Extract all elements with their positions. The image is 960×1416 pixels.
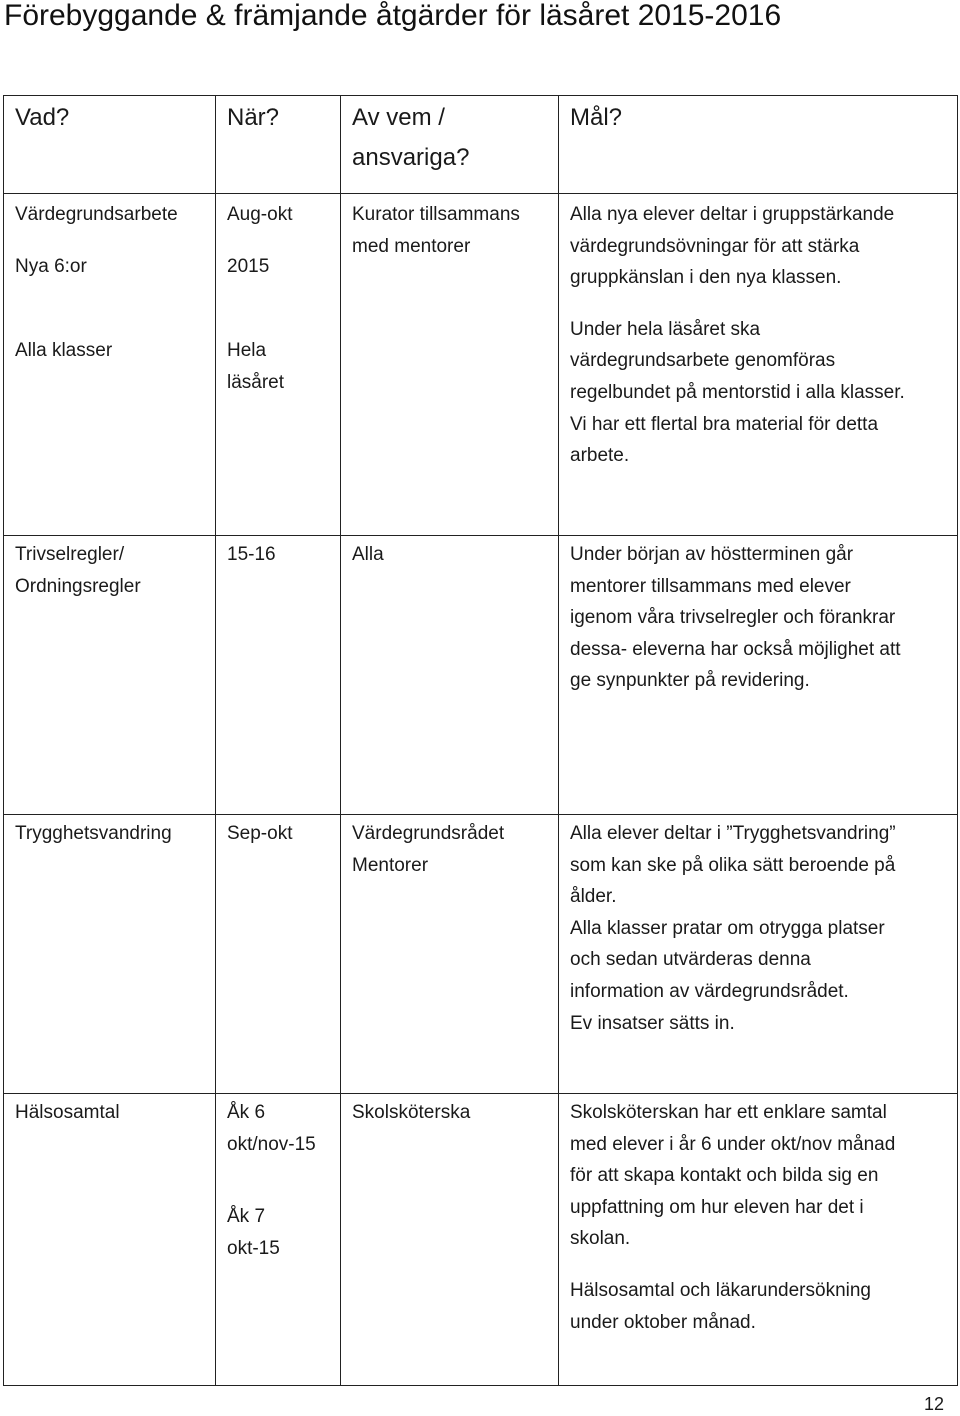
cell-text: Under början av höstterminen går — [570, 544, 854, 565]
cell-text: med mentorer — [352, 235, 471, 257]
cell-text: uppfattning om hur eleven har det i — [570, 1196, 864, 1218]
cell-text: okt-15 — [227, 1237, 280, 1259]
cell-text: under oktober månad. — [570, 1311, 756, 1333]
cell-text: igenom våra trivselregler och förankrar — [570, 607, 896, 629]
cell-text: värdegrundsarbete genomföras — [570, 350, 836, 372]
cell-text: Hälsosamtal och läkarundersökning — [570, 1279, 871, 1301]
cell-when — [216, 1094, 341, 1386]
cell-text: dessa- eleverna har också möjlighet att — [570, 638, 901, 660]
cell-goal — [559, 536, 958, 815]
header-goal-label: Mål? — [570, 104, 623, 131]
cell-who — [341, 194, 559, 536]
table-row — [4, 536, 958, 815]
cell-what — [4, 1094, 216, 1386]
cell-goal — [559, 194, 958, 536]
cell-text: Trivselregler/ — [15, 544, 125, 565]
cell-text: skolan. — [570, 1228, 631, 1250]
action-plan-table — [3, 95, 958, 1386]
cell-when — [216, 536, 341, 815]
cell-text: Alla — [352, 544, 384, 565]
cell-text: Värdegrundsrådet — [352, 823, 505, 844]
cell-text: Ev insatser sätts in. — [570, 1012, 735, 1034]
cell-text: Nya 6:or — [15, 255, 87, 277]
cell-goal — [559, 1094, 958, 1386]
cell-text: Alla klasser — [15, 340, 113, 362]
cell-text: Alla elever deltar i ”Trygghetsvandring” — [570, 823, 896, 844]
cell-text: ge synpunkter på revidering. — [570, 670, 810, 692]
page-title: Förebyggande & främjande åtgärder för läsåret 2015-2016 — [4, 0, 782, 32]
cell-text: Åk 7 — [227, 1206, 266, 1228]
page-number: 12 — [923, 1394, 944, 1414]
cell-text: för att skapa kontakt och bilda sig en — [570, 1165, 879, 1187]
header-who-label: ansvariga? — [352, 144, 470, 171]
cell-what — [4, 815, 216, 1094]
cell-text: Sep-okt — [227, 823, 293, 844]
cell-text: arbete. — [570, 445, 630, 467]
cell-text: Skolsköterskan har ett enklare samtal — [570, 1102, 887, 1123]
cell-what — [4, 194, 216, 536]
header-who — [341, 96, 559, 194]
header-what — [4, 96, 216, 194]
header-who-label: Av vem / — [352, 104, 445, 131]
cell-text: Aug-okt — [227, 204, 293, 225]
table-row — [4, 1094, 958, 1386]
table-row — [4, 194, 958, 536]
cell-text: Under hela läsåret ska — [570, 318, 761, 340]
cell-text: Åk 6 — [227, 1102, 266, 1123]
cell-text: Vi har ett flertal bra material för detta — [570, 413, 879, 435]
cell-text: 15-16 — [227, 544, 276, 565]
table-header-row — [4, 96, 958, 194]
cell-text: Skolsköterska — [352, 1102, 471, 1123]
cell-text: Ordningsregler — [15, 575, 141, 597]
cell-text: gruppkänslan i den nya klassen. — [570, 267, 842, 289]
cell-text: ålder. — [570, 886, 617, 908]
cell-text: Värdegrundsarbete — [15, 204, 178, 225]
header-when — [216, 96, 341, 194]
cell-what — [4, 536, 216, 815]
cell-text: Kurator tillsammans — [352, 204, 520, 225]
cell-who — [341, 536, 559, 815]
cell-who — [341, 1094, 559, 1386]
cell-when — [216, 194, 341, 536]
cell-text: med elever i år 6 under okt/nov månad — [570, 1133, 896, 1155]
cell-text: regelbundet på mentorstid i alla klasser. — [570, 381, 905, 403]
cell-when — [216, 815, 341, 1094]
cell-text: information av värdegrundsrådet. — [570, 980, 849, 1002]
cell-text: Mentorer — [352, 854, 429, 876]
cell-who — [341, 815, 559, 1094]
cell-text: okt/nov-15 — [227, 1133, 316, 1155]
cell-text: Hälsosamtal — [15, 1102, 120, 1123]
cell-text: läsåret — [227, 371, 285, 393]
cell-text: värdegrundsövningar för att stärka — [570, 235, 860, 257]
cell-goal — [559, 815, 958, 1094]
cell-text: Hela — [227, 340, 267, 362]
cell-text: Alla nya elever deltar i gruppstärkande — [570, 204, 895, 225]
cell-text: som kan ske på olika sätt beroende på — [570, 854, 896, 876]
cell-text: Trygghetsvandring — [15, 823, 172, 844]
cell-text: 2015 — [227, 255, 270, 277]
header-goal — [559, 96, 958, 194]
header-when-label: När? — [227, 104, 280, 131]
table-row — [4, 815, 958, 1094]
cell-text: mentorer tillsammans med elever — [570, 575, 851, 597]
cell-text: och sedan utvärderas denna — [570, 949, 811, 971]
cell-text: Alla klasser pratar om otrygga platser — [570, 917, 885, 939]
header-what-label: Vad? — [15, 104, 70, 131]
